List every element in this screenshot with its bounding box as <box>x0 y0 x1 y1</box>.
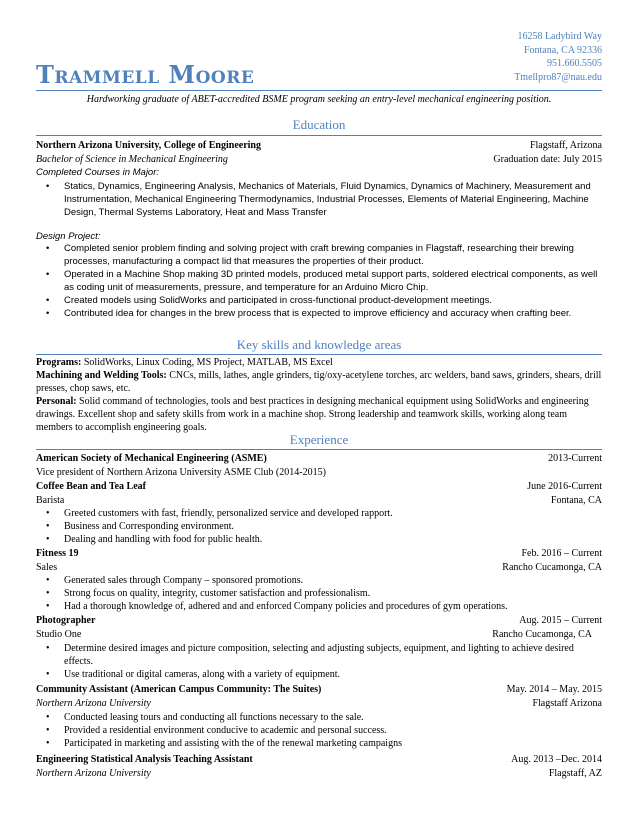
job-photo-bullets <box>36 642 602 681</box>
job-org: Community Assistant (American Campus Community: The Suites) <box>36 684 322 695</box>
job-location: Flagstaff Arizona <box>532 698 602 709</box>
programs-label: Programs: <box>36 357 82 368</box>
job-bullet: • Dealing and handling with food for public health. <box>36 533 602 546</box>
job-org: Coffee Bean and Tea Leaf <box>36 481 146 492</box>
email-address[interactable]: Tmellpro87@nau.edu <box>514 71 602 83</box>
programs-row <box>36 356 602 369</box>
courses-list <box>36 180 602 219</box>
programs-value: SolidWorks, Linux Coding, MS Project, MATLAB, MS Excel <box>83 357 333 368</box>
job-bullet: • Business and Corresponding environment. <box>36 520 602 533</box>
contact-block <box>514 30 602 84</box>
job-dates: Aug. 2013 –Dec. 2014 <box>511 754 602 765</box>
courses-label: Completed Courses in Major: <box>36 167 160 178</box>
section-title-experience: Experience <box>289 432 349 447</box>
design-project-list <box>36 242 602 320</box>
degree-row <box>36 153 602 166</box>
personal-row <box>36 395 602 434</box>
phone-number: 951.660.5505 <box>547 58 602 69</box>
education-divider <box>36 135 602 136</box>
job-bullet: • Greeted customers with fast, friendly, personalized service and developed rapport. <box>36 507 602 520</box>
job-photo-role-row <box>36 628 602 641</box>
job-bullet: • Provided a residential environment conducive to academic and personal success. <box>36 724 602 737</box>
job-dates: Aug. 2015 – Current <box>519 615 602 626</box>
job-coffee-row <box>36 480 602 493</box>
machining-label: Machining and Welding Tools: <box>36 370 167 381</box>
job-bullet: • Determine desired images and picture composition, selecting and adjusting subjects, equipment, and lighting to achieve desired effects. <box>36 642 602 668</box>
job-bullet: • Conducted leasing tours and conducting all functions necessary to the sale. <box>36 711 602 724</box>
section-title-education: Education <box>292 117 346 132</box>
job-ta-role-row <box>36 767 602 780</box>
design-project-item: • Completed senior problem finding and solving project with craft brewing companies in Flagstaff, researching their brewing processes, manufacturing a compact lid that measures the properties of their product. <box>36 242 602 268</box>
job-photo-row <box>36 614 602 627</box>
candidate-name: Trammell Moore <box>36 60 255 89</box>
graduation-date: Graduation date: July 2015 <box>493 154 602 165</box>
job-bullet: • Generated sales through Company – sponsored promotions. <box>36 574 602 587</box>
job-ta-row <box>36 753 602 766</box>
job-coffee-bullets <box>36 507 602 546</box>
job-org: Photographer <box>36 615 96 626</box>
job-org: Fitness 19 <box>36 548 79 559</box>
job-community-role-row <box>36 697 602 710</box>
design-project-item: • Contributed idea for changes in the brew process that is expected to improve efficiency and accuracy when crafting beer. <box>36 307 602 320</box>
job-dates: June 2016-Current <box>527 481 602 492</box>
courses-item: • Statics, Dynamics, Engineering Analysis, Mechanics of Materials, Fluid Dynamics, Dynamics of Machinery, Measurement and Instrumentation, Mechanical Engineering Thermodynamics, Industrial Processes, Elements of Material Engineering, Machine Design, Thermal Systems Laboratory, Heat and Mass Transfer <box>36 180 602 219</box>
job-fitness-role-row <box>36 561 602 574</box>
job-bullet: • Participated in marketing and assisting with the of the renewal marketing campaigns <box>36 737 602 750</box>
job-role: Vice president of Northern Arizona University ASME Club (2014-2015) <box>36 467 326 478</box>
job-fitness-row <box>36 547 602 560</box>
job-dates: 2013-Current <box>548 453 602 464</box>
objective-statement: Hardworking graduate of ABET-accredited BSME program seeking an entry-level mechanical engineering position. <box>86 94 552 105</box>
job-location: Flagstaff, AZ <box>548 768 602 779</box>
experience-divider <box>36 449 602 450</box>
job-dates: May. 2014 – May. 2015 <box>506 684 602 695</box>
job-role: Sales <box>36 562 58 573</box>
personal-label: Personal: <box>36 396 77 407</box>
section-title-skills: Key skills and knowledge areas <box>236 337 402 352</box>
job-bullet: • Had a thorough knowledge of, adhered and and enforced Company policies and procedures of gym operations. <box>36 600 602 613</box>
skills-divider <box>36 354 602 355</box>
school-location: Flagstaff, Arizona <box>529 140 602 151</box>
machining-row <box>36 369 602 395</box>
job-role: Northern Arizona University <box>36 768 151 779</box>
job-role: Studio One <box>36 629 82 640</box>
job-dates: Feb. 2016 – Current <box>521 548 602 559</box>
job-location: Rancho Cucamonga, CA <box>502 562 602 573</box>
education-school-row <box>36 139 602 152</box>
job-community-bullets <box>36 711 602 750</box>
job-community-row <box>36 683 602 696</box>
job-org: Engineering Statistical Analysis Teaching Assistant <box>36 754 253 765</box>
school-name: Northern Arizona University, College of Engineering <box>36 140 261 151</box>
job-fitness-bullets <box>36 574 602 613</box>
address-line-1: 16258 Ladybird Way <box>517 31 602 42</box>
address-line-2: Fontana, CA 92336 <box>523 44 602 56</box>
degree-name: Bachelor of Science in Mechanical Engineering <box>36 154 228 165</box>
job-coffee-role-row <box>36 494 602 507</box>
resume-header <box>36 30 602 92</box>
job-bullet: • Strong focus on quality, integrity, customer satisfaction and professionalism. <box>36 587 602 600</box>
design-project-item: • Created models using SolidWorks and participated in cross-functional product-development meetings. <box>36 294 602 307</box>
design-project-item: • Operated in a Machine Shop making 3D printed models, produced metal support parts, soldered electrical components, as well as coding unit of measurements, pressure, and temperature for an Arduino Micro Chip. <box>36 268 602 294</box>
design-project-label: Design Project: <box>36 231 101 242</box>
personal-value: Solid command of technologies, tools and best practices in designing mechanical equipment using SolidWorks and engineering drawings. Excellent shop and safety skills from work in a machine shop. Strong leadership and teamwork skills, working along team members to accomplish engineering goals. <box>36 396 589 433</box>
job-location: Fontana, CA <box>550 495 602 506</box>
job-role: Northern Arizona University <box>36 698 151 709</box>
job-bullet: • Use traditional or digital cameras, along with a variety of equipment. <box>36 668 602 681</box>
job-asme-row <box>36 452 602 465</box>
job-role: Barista <box>36 495 65 506</box>
machining-value: CNCs, mills, lathes, angle grinders, tig/oxy-acetylene torches, arc welders, band saws, grinders, shears, drill presses, chop saws, etc. <box>36 370 602 394</box>
job-location: Rancho Cucamonga, CA <box>492 629 592 640</box>
header-divider <box>36 90 602 91</box>
job-org: American Society of Mechanical Engineering (ASME) <box>36 453 267 464</box>
